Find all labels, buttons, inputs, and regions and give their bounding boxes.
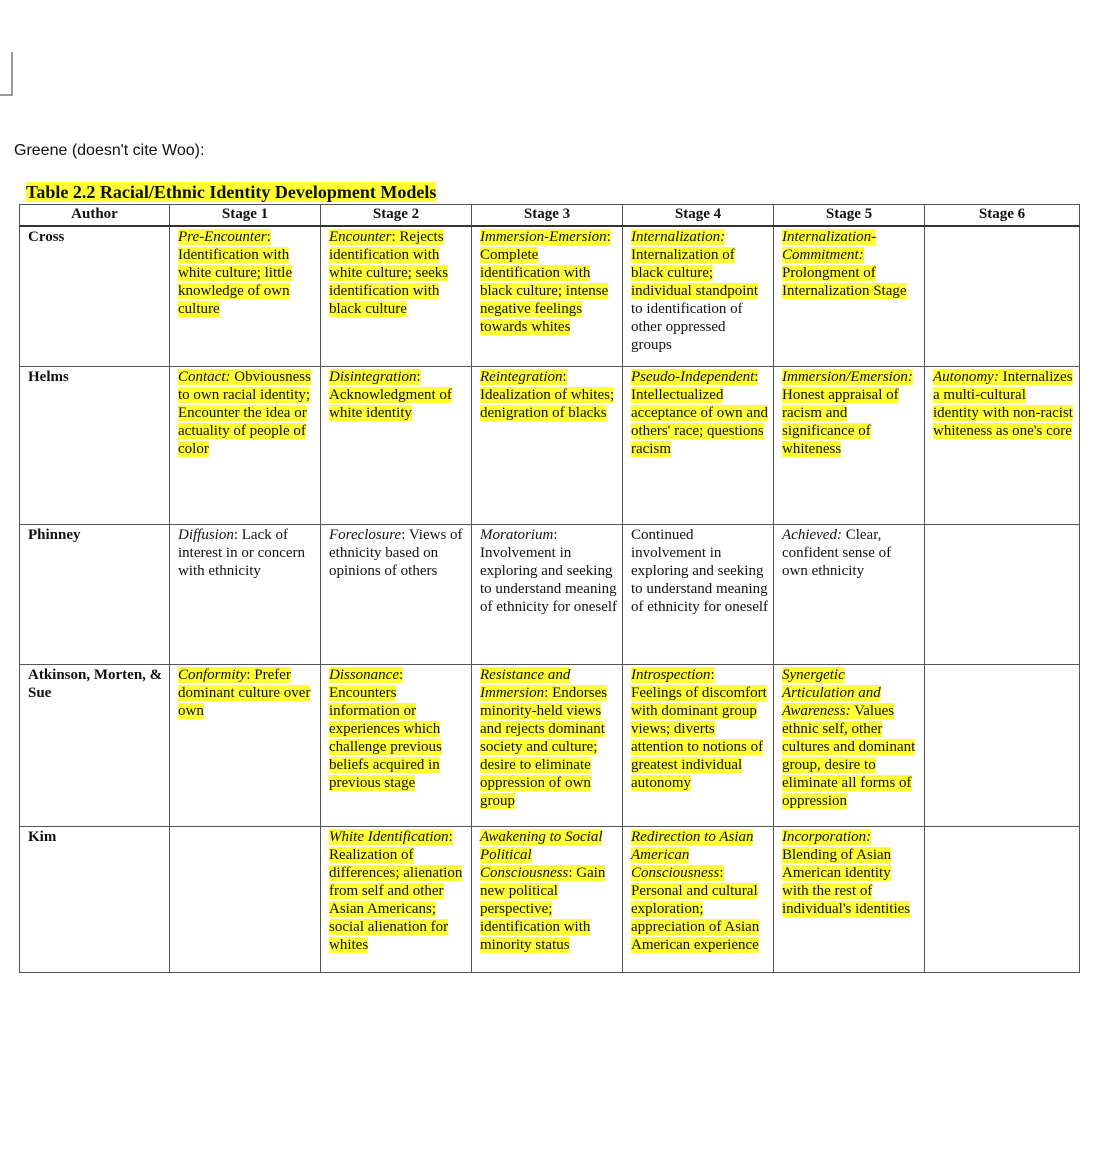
margin-corner-mark (0, 52, 14, 96)
stage-cell: Resistance and Immersion: Endorses minority-held views and rejects dominant society and culture; desire to eliminate oppression of own group (472, 664, 623, 826)
stage-cell: Awakening to Social Political Consciousness: Gain new political perspective; identification with minority status (472, 826, 623, 972)
author-cell: Kim (20, 826, 170, 972)
stage-cell-empty (925, 226, 1080, 366)
header-stage-1: Stage 1 (170, 205, 321, 227)
stage-cell: Pseudo-Independent: Intellectualized acceptance of own and others' race; questions racism (623, 366, 774, 524)
stage-cell: Reintegration: Idealization of whites; denigration of blacks (472, 366, 623, 524)
author-cell: Atkinson, Morten, & Sue (20, 664, 170, 826)
stage-cell: Diffusion: Lack of interest in or concern with ethnicity (170, 524, 321, 664)
stage-cell: Continued involvement in exploring and seeking to understand meaning of ethnicity for oneself (623, 524, 774, 664)
stage-cell: Foreclosure: Views of ethnicity based on opinions of others (321, 524, 472, 664)
stage-cell-empty (170, 826, 321, 972)
stage-cell-empty (925, 826, 1080, 972)
table-row (20, 366, 1080, 524)
stage-cell: Contact: Obviousness to own racial identity; Encounter the idea or actuality of people of color (170, 366, 321, 524)
table-row (20, 226, 1080, 366)
stage-cell: Pre-Encounter: Identification with white culture; little knowledge of own culture (170, 226, 321, 366)
stage-cell: Moratorium: Involvement in exploring and seeking to understand meaning of ethnicity for oneself (472, 524, 623, 664)
note-text: Greene (doesn't cite Woo): (14, 142, 205, 159)
author-cell: Phinney (20, 524, 170, 664)
stage-cell-empty (925, 524, 1080, 664)
stage-cell: Immersion/Emersion: Honest appraisal of racism and significance of whiteness (774, 366, 925, 524)
header-author: Author (20, 205, 170, 227)
identity-models-table (19, 204, 1080, 973)
stage-cell: Autonomy: Internalizes a multi-cultural identity with non-racist whiteness as one's core (925, 366, 1080, 524)
table-row (20, 524, 1080, 664)
stage-cell: Immersion-Emersion: Complete identification with black culture; intense negative feelings towards whites (472, 226, 623, 366)
stage-cell: Internalization: Internalization of black culture; individual standpoint to identification of other oppressed groups (623, 226, 774, 366)
stage-cell: Redirection to Asian American Consciousness: Personal and cultural exploration; appreciation of Asian American experience (623, 826, 774, 972)
header-stage-4: Stage 4 (623, 205, 774, 227)
stage-cell: White Identification: Realization of differences; alienation from self and other Asian Americans; social alienation for whites (321, 826, 472, 972)
author-cell: Helms (20, 366, 170, 524)
stage-cell: Dissonance: Encounters information or experiences which challenge previous beliefs acquired in previous stage (321, 664, 472, 826)
author-cell: Cross (20, 226, 170, 366)
header-stage-2: Stage 2 (321, 205, 472, 227)
table-row (20, 826, 1080, 972)
stage-cell: Internalization-Commitment: Prolongment of Internalization Stage (774, 226, 925, 366)
stage-cell: Disintegration: Acknowledgment of white identity (321, 366, 472, 524)
table-header-row (20, 205, 1080, 227)
table-row (20, 664, 1080, 826)
stage-cell: Incorporation: Blending of Asian American identity with the rest of individual's identities (774, 826, 925, 972)
table-title: Table 2.2 Racial/Ethnic Identity Development Models (26, 182, 437, 202)
stage-cell: Encounter: Rejects identification with white culture; seeks identification with black culture (321, 226, 472, 366)
stage-cell: Conformity: Prefer dominant culture over own (170, 664, 321, 826)
stage-cell-empty (925, 664, 1080, 826)
header-stage-5: Stage 5 (774, 205, 925, 227)
header-stage-6: Stage 6 (925, 205, 1080, 227)
header-stage-3: Stage 3 (472, 205, 623, 227)
stage-cell: Achieved: Clear, confident sense of own ethnicity (774, 524, 925, 664)
stage-cell: Introspection: Feelings of discomfort with dominant group views; diverts attention to notions of greatest individual autonomy (623, 664, 774, 826)
stage-cell: Synergetic Articulation and Awareness: Values ethnic self, other cultures and dominant group, desire to eliminate all forms of oppression (774, 664, 925, 826)
